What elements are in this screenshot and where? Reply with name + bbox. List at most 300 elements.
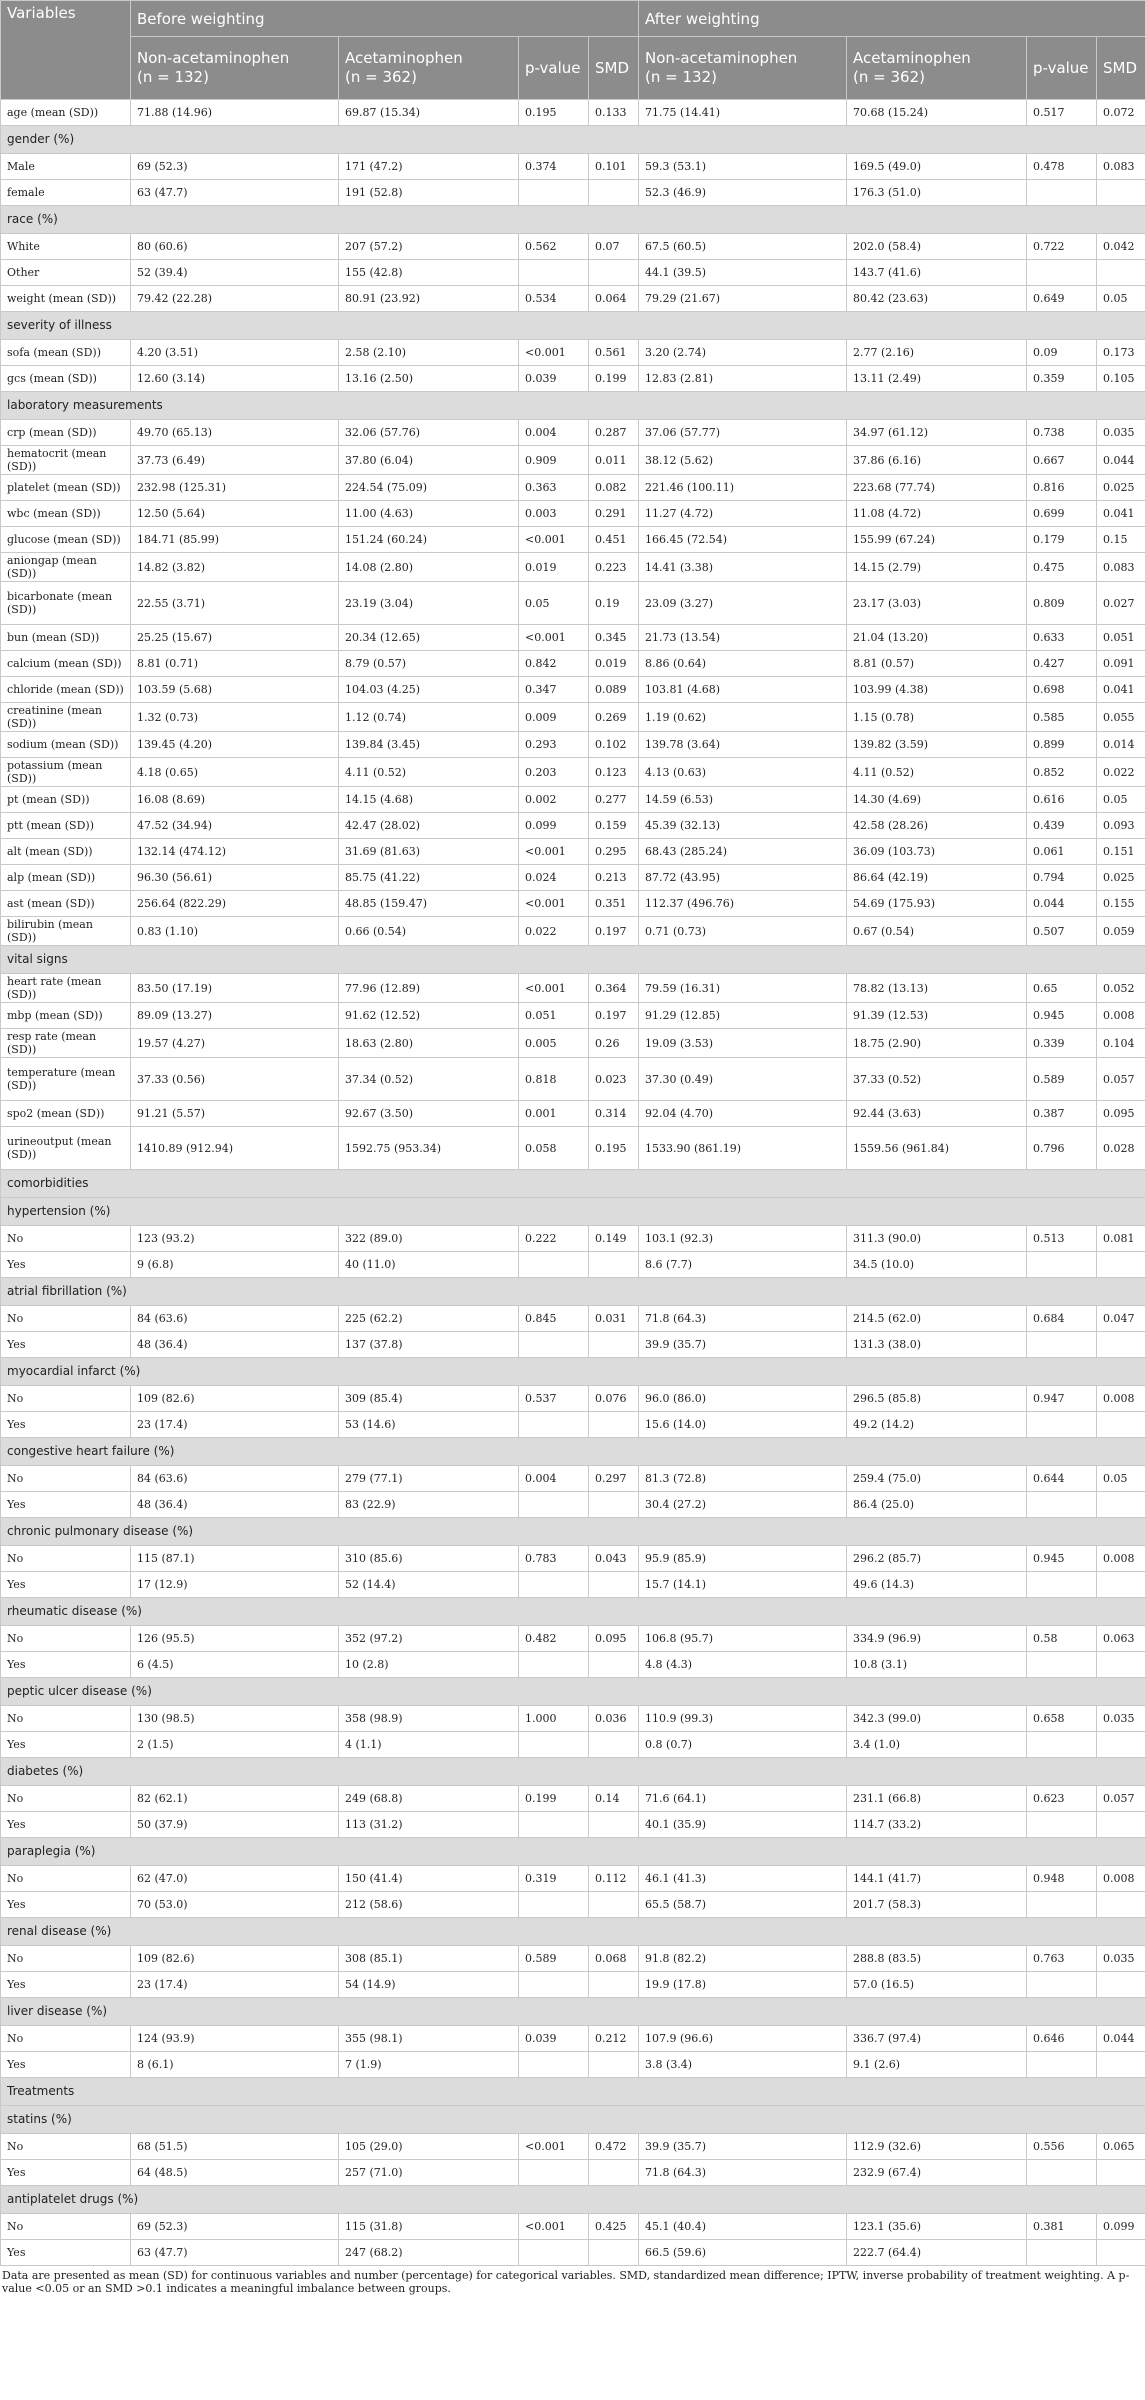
after-non-acetaminophen-cell: 45.39 (32.13) [639,813,847,839]
before-non-acetaminophen-cell: 68 (51.5) [131,2134,339,2160]
after-smd-cell: 0.063 [1097,1626,1145,1652]
table-row [1,582,1145,625]
after-smd-cell [1097,1732,1145,1758]
after-pvalue-cell [1027,1972,1097,1998]
variable-cell: No [1,2214,131,2240]
before-smd-cell: 0.112 [589,1866,639,1892]
table-row [1,1892,1145,1918]
before-smd-cell [589,260,639,286]
section-label: peptic ulcer disease (%) [1,1678,1145,1706]
before-acetaminophen-cell: 10 (2.8) [339,1652,519,1678]
after-non-acetaminophen-cell: 19.9 (17.8) [639,1972,847,1998]
section-header-row [1,1518,1145,1546]
after-pvalue-cell: 0.667 [1027,446,1097,475]
before-smd-cell: 0.351 [589,891,639,917]
before-acetaminophen-cell: 37.80 (6.04) [339,446,519,475]
after-non-acetaminophen-cell: 65.5 (58.7) [639,1892,847,1918]
after-acetaminophen-cell: 86.64 (42.19) [847,865,1027,891]
before-acetaminophen-cell: 31.69 (81.63) [339,839,519,865]
before-pvalue-cell [519,2160,589,2186]
variable-cell: Yes [1,1972,131,1998]
before-smd-cell: 0.159 [589,813,639,839]
after-acetaminophen-cell: 91.39 (12.53) [847,1003,1027,1029]
variable-cell: urineoutput (mean (SD)) [1,1127,131,1170]
before-acetaminophen-cell: 212 (58.6) [339,1892,519,1918]
before-non-acetaminophen-cell: 83.50 (17.19) [131,974,339,1003]
before-non-acetaminophen-cell: 96.30 (56.61) [131,865,339,891]
after-smd-cell [1097,1812,1145,1838]
section-label: antiplatelet drugs (%) [1,2186,1145,2214]
variable-cell: sofa (mean (SD)) [1,340,131,366]
after-smd-cell: 0.025 [1097,865,1145,891]
before-acetaminophen-cell: 1592.75 (953.34) [339,1127,519,1170]
after-acetaminophen-cell: 143.7 (41.6) [847,260,1027,286]
before-acetaminophen-cell: 257 (71.0) [339,2160,519,2186]
section-header-row [1,1838,1145,1866]
after-smd-cell: 0.059 [1097,917,1145,946]
table-row [1,420,1145,446]
after-non-acetaminophen-cell: 46.1 (41.3) [639,1866,847,1892]
after-smd-cell: 0.042 [1097,234,1145,260]
after-non-acetaminophen-cell: 8.6 (7.7) [639,1252,847,1278]
before-acetaminophen-cell: 139.84 (3.45) [339,732,519,758]
header-group-n: (n = 132) [645,68,717,86]
before-acetaminophen-cell: 14.08 (2.80) [339,553,519,582]
after-acetaminophen-cell: 296.5 (85.8) [847,1386,1027,1412]
after-pvalue-cell: 0.899 [1027,732,1097,758]
after-acetaminophen-cell: 36.09 (103.73) [847,839,1027,865]
after-pvalue-cell: 0.616 [1027,787,1097,813]
variable-cell: No [1,1946,131,1972]
after-acetaminophen-cell: 11.08 (4.72) [847,501,1027,527]
before-pvalue-cell [519,1972,589,1998]
table-row [1,1492,1145,1518]
table-row [1,2026,1145,2052]
after-pvalue-cell: 0.179 [1027,527,1097,553]
after-smd-cell [1097,260,1145,286]
variable-cell: alt (mean (SD)) [1,839,131,865]
before-smd-cell: 0.212 [589,2026,639,2052]
before-acetaminophen-cell: 4 (1.1) [339,1732,519,1758]
before-non-acetaminophen-cell: 37.73 (6.49) [131,446,339,475]
section-header-row [1,946,1145,974]
before-pvalue-cell: 0.562 [519,234,589,260]
after-acetaminophen-cell: 342.3 (99.0) [847,1706,1027,1732]
before-non-acetaminophen-cell: 89.09 (13.27) [131,1003,339,1029]
before-pvalue-cell: <0.001 [519,340,589,366]
before-acetaminophen-cell: 355 (98.1) [339,2026,519,2052]
table-row [1,1706,1145,1732]
before-acetaminophen-cell: 191 (52.8) [339,180,519,206]
before-acetaminophen-cell: 14.15 (4.68) [339,787,519,813]
after-smd-cell: 0.008 [1097,1866,1145,1892]
after-acetaminophen-cell: 259.4 (75.0) [847,1466,1027,1492]
after-acetaminophen-cell: 8.81 (0.57) [847,651,1027,677]
after-acetaminophen-cell: 10.8 (3.1) [847,1652,1027,1678]
section-label: liver disease (%) [1,1998,1145,2026]
after-pvalue-cell: 0.061 [1027,839,1097,865]
after-acetaminophen-cell: 34.97 (61.12) [847,420,1027,446]
after-acetaminophen-cell: 23.17 (3.03) [847,582,1027,625]
variable-cell: crp (mean (SD)) [1,420,131,446]
before-acetaminophen-cell: 85.75 (41.22) [339,865,519,891]
table-row [1,366,1145,392]
table-row [1,787,1145,813]
variable-cell: No [1,1786,131,1812]
variable-cell: bicarbonate (mean (SD)) [1,582,131,625]
before-non-acetaminophen-cell: 4.18 (0.65) [131,758,339,787]
after-acetaminophen-cell: 70.68 (15.24) [847,100,1027,126]
section-label: comorbidities [1,1170,1145,1198]
after-pvalue-cell: 0.387 [1027,1101,1097,1127]
before-acetaminophen-cell: 225 (62.2) [339,1306,519,1332]
table-row [1,732,1145,758]
after-smd-cell: 0.035 [1097,1706,1145,1732]
before-non-acetaminophen-cell: 256.64 (822.29) [131,891,339,917]
after-smd-cell: 0.025 [1097,475,1145,501]
before-smd-cell: 0.031 [589,1306,639,1332]
before-pvalue-cell: 0.537 [519,1386,589,1412]
before-pvalue-cell: 0.039 [519,2026,589,2052]
after-pvalue-cell: 0.475 [1027,553,1097,582]
before-acetaminophen-cell: 279 (77.1) [339,1466,519,1492]
after-non-acetaminophen-cell: 19.09 (3.53) [639,1029,847,1058]
before-smd-cell: 0.197 [589,1003,639,1029]
after-non-acetaminophen-cell: 103.1 (92.3) [639,1226,847,1252]
after-smd-cell: 0.022 [1097,758,1145,787]
before-pvalue-cell: 0.482 [519,1626,589,1652]
after-pvalue-cell: 0.65 [1027,974,1097,1003]
before-non-acetaminophen-cell: 12.50 (5.64) [131,501,339,527]
before-non-acetaminophen-cell: 19.57 (4.27) [131,1029,339,1058]
section-label: gender (%) [1,126,1145,154]
after-non-acetaminophen-cell: 91.8 (82.2) [639,1946,847,1972]
after-acetaminophen-cell: 232.9 (67.4) [847,2160,1027,2186]
before-acetaminophen-cell: 42.47 (28.02) [339,813,519,839]
before-acetaminophen-cell: 92.67 (3.50) [339,1101,519,1127]
before-non-acetaminophen-cell: 23 (17.4) [131,1412,339,1438]
after-non-acetaminophen-cell: 23.09 (3.27) [639,582,847,625]
after-non-acetaminophen-cell: 0.71 (0.73) [639,917,847,946]
before-pvalue-cell: <0.001 [519,891,589,917]
table-row [1,100,1145,126]
before-pvalue-cell [519,180,589,206]
before-smd-cell [589,1652,639,1678]
variable-cell: mbp (mean (SD)) [1,1003,131,1029]
after-non-acetaminophen-cell: 67.5 (60.5) [639,234,847,260]
after-acetaminophen-cell: 18.75 (2.90) [847,1029,1027,1058]
before-smd-cell: 0.213 [589,865,639,891]
before-acetaminophen-cell: 310 (85.6) [339,1546,519,1572]
before-pvalue-cell: 0.842 [519,651,589,677]
section-header-row [1,1358,1145,1386]
after-pvalue-cell [1027,2052,1097,2078]
section-label: paraplegia (%) [1,1838,1145,1866]
section-label: race (%) [1,206,1145,234]
after-pvalue-cell: 0.09 [1027,340,1097,366]
section-label: renal disease (%) [1,1918,1145,1946]
before-non-acetaminophen-cell: 23 (17.4) [131,1972,339,1998]
before-non-acetaminophen-cell: 2 (1.5) [131,1732,339,1758]
before-non-acetaminophen-cell: 17 (12.9) [131,1572,339,1598]
after-non-acetaminophen-cell: 52.3 (46.9) [639,180,847,206]
section-label: vital signs [1,946,1145,974]
before-non-acetaminophen-cell: 49.70 (65.13) [131,420,339,446]
after-smd-cell: 0.035 [1097,1946,1145,1972]
after-acetaminophen-cell: 37.86 (6.16) [847,446,1027,475]
after-non-acetaminophen-cell: 79.59 (16.31) [639,974,847,1003]
after-non-acetaminophen-cell: 106.8 (95.7) [639,1626,847,1652]
header-group-name: Acetaminophen [345,49,463,67]
before-non-acetaminophen-cell: 1.32 (0.73) [131,703,339,732]
table-row [1,891,1145,917]
before-non-acetaminophen-cell: 115 (87.1) [131,1546,339,1572]
header-row-columns [1,37,1145,100]
after-smd-cell: 0.008 [1097,1546,1145,1572]
after-acetaminophen-cell: 13.11 (2.49) [847,366,1027,392]
variable-cell: No [1,2134,131,2160]
before-non-acetaminophen-cell: 12.60 (3.14) [131,366,339,392]
after-acetaminophen-cell: 169.5 (49.0) [847,154,1027,180]
before-smd-cell: 0.019 [589,651,639,677]
section-header-row [1,126,1145,154]
before-non-acetaminophen-cell: 50 (37.9) [131,1812,339,1838]
before-non-acetaminophen-cell: 64 (48.5) [131,2160,339,2186]
before-pvalue-cell: 0.005 [519,1029,589,1058]
before-acetaminophen-cell: 53 (14.6) [339,1412,519,1438]
after-acetaminophen-cell: 223.68 (77.74) [847,475,1027,501]
after-smd-cell: 0.051 [1097,625,1145,651]
before-non-acetaminophen-cell: 126 (95.5) [131,1626,339,1652]
after-non-acetaminophen-cell: 103.81 (4.68) [639,677,847,703]
section-label: atrial fibrillation (%) [1,1278,1145,1306]
after-pvalue-cell: 0.738 [1027,420,1097,446]
after-smd-cell: 0.041 [1097,501,1145,527]
variable-cell: Yes [1,1252,131,1278]
variable-cell: No [1,1546,131,1572]
before-non-acetaminophen-cell: 109 (82.6) [131,1946,339,1972]
before-non-acetaminophen-cell: 0.83 (1.10) [131,917,339,946]
table-row [1,1058,1145,1101]
table-row [1,677,1145,703]
after-non-acetaminophen-cell: 95.9 (85.9) [639,1546,847,1572]
after-pvalue-cell: 0.945 [1027,1546,1097,1572]
after-non-acetaminophen-cell: 91.29 (12.85) [639,1003,847,1029]
before-pvalue-cell [519,2240,589,2266]
before-pvalue-cell [519,1572,589,1598]
before-pvalue-cell: 0.909 [519,446,589,475]
variable-cell: hematocrit (mean (SD)) [1,446,131,475]
after-non-acetaminophen-cell: 139.78 (3.64) [639,732,847,758]
after-pvalue-cell [1027,1572,1097,1598]
variable-cell: chloride (mean (SD)) [1,677,131,703]
before-pvalue-cell: 0.003 [519,501,589,527]
after-smd-cell: 0.099 [1097,2214,1145,2240]
before-pvalue-cell: 0.222 [519,1226,589,1252]
after-smd-cell: 0.057 [1097,1786,1145,1812]
after-pvalue-cell: 0.796 [1027,1127,1097,1170]
table-row [1,703,1145,732]
header-group-name: Non-acetaminophen [645,49,798,67]
table-row [1,2134,1145,2160]
after-pvalue-cell: 0.513 [1027,1226,1097,1252]
table-body [1,100,1145,2266]
before-acetaminophen-cell: 104.03 (4.25) [339,677,519,703]
variable-cell: resp rate (mean (SD)) [1,1029,131,1058]
after-non-acetaminophen-cell: 21.73 (13.54) [639,625,847,651]
table-row [1,1029,1145,1058]
section-label: chronic pulmonary disease (%) [1,1518,1145,1546]
after-pvalue-cell: 0.644 [1027,1466,1097,1492]
after-pvalue-cell: 0.763 [1027,1946,1097,1972]
before-non-acetaminophen-cell: 48 (36.4) [131,1332,339,1358]
before-smd-cell [589,1492,639,1518]
after-pvalue-cell [1027,180,1097,206]
table-row [1,917,1145,946]
before-non-acetaminophen-cell: 70 (53.0) [131,1892,339,1918]
section-header-row [1,2186,1145,2214]
variable-cell: Yes [1,2240,131,2266]
before-smd-cell: 0.14 [589,1786,639,1812]
variable-cell: heart rate (mean (SD)) [1,974,131,1003]
table-row [1,1466,1145,1492]
before-acetaminophen-cell: 358 (98.9) [339,1706,519,1732]
after-acetaminophen-cell: 2.77 (2.16) [847,340,1027,366]
variable-cell: Yes [1,1332,131,1358]
before-acetaminophen-cell: 91.62 (12.52) [339,1003,519,1029]
after-acetaminophen-cell: 4.11 (0.52) [847,758,1027,787]
before-non-acetaminophen-cell: 132.14 (474.12) [131,839,339,865]
variable-cell: ptt (mean (SD)) [1,813,131,839]
before-pvalue-cell [519,1252,589,1278]
variable-cell: spo2 (mean (SD)) [1,1101,131,1127]
before-pvalue-cell: 0.363 [519,475,589,501]
before-non-acetaminophen-cell: 1410.89 (912.94) [131,1127,339,1170]
table-row [1,1252,1145,1278]
after-smd-cell: 0.047 [1097,1306,1145,1332]
before-pvalue-cell: <0.001 [519,839,589,865]
header-before-pvalue: p-value [519,37,589,100]
after-acetaminophen-cell: 3.4 (1.0) [847,1732,1027,1758]
before-non-acetaminophen-cell: 9 (6.8) [131,1252,339,1278]
before-acetaminophen-cell: 54 (14.9) [339,1972,519,1998]
before-non-acetaminophen-cell: 84 (63.6) [131,1466,339,1492]
table-row [1,1226,1145,1252]
before-pvalue-cell [519,1892,589,1918]
after-acetaminophen-cell: 155.99 (67.24) [847,527,1027,553]
variable-cell: weight (mean (SD)) [1,286,131,312]
table-row [1,1412,1145,1438]
after-acetaminophen-cell: 34.5 (10.0) [847,1252,1027,1278]
section-header-row [1,1918,1145,1946]
variable-cell: alp (mean (SD)) [1,865,131,891]
variable-cell: No [1,1386,131,1412]
before-smd-cell [589,1252,639,1278]
after-non-acetaminophen-cell: 68.43 (285.24) [639,839,847,865]
before-acetaminophen-cell: 247 (68.2) [339,2240,519,2266]
variable-cell: bilirubin (mean (SD)) [1,917,131,946]
before-smd-cell: 0.082 [589,475,639,501]
before-smd-cell: 0.089 [589,677,639,703]
after-non-acetaminophen-cell: 8.86 (0.64) [639,651,847,677]
variable-cell: No [1,1626,131,1652]
after-smd-cell: 0.057 [1097,1058,1145,1101]
after-smd-cell: 0.105 [1097,366,1145,392]
before-smd-cell [589,2052,639,2078]
section-header-row [1,1170,1145,1198]
table-header [1,1,1145,100]
after-non-acetaminophen-cell: 37.30 (0.49) [639,1058,847,1101]
after-smd-cell: 0.014 [1097,732,1145,758]
before-acetaminophen-cell: 32.06 (57.76) [339,420,519,446]
before-pvalue-cell [519,1732,589,1758]
before-non-acetaminophen-cell: 109 (82.6) [131,1386,339,1412]
after-pvalue-cell: 0.649 [1027,286,1097,312]
table-row [1,813,1145,839]
before-smd-cell: 0.277 [589,787,639,813]
before-acetaminophen-cell: 352 (97.2) [339,1626,519,1652]
table-footnote: Data are presented as mean (SD) for continuous variables and number (percentage) for categorical variables. SMD, standardized mean difference; IPTW, inverse probability of treatment weighting. A p-value <0.05 or an SMD >0.1 indicates a meaningful imbalance between groups. [2,2269,1130,2295]
before-smd-cell: 0.197 [589,917,639,946]
after-smd-cell: 0.008 [1097,1003,1145,1029]
variable-cell: Yes [1,1812,131,1838]
section-label: laboratory measurements [1,392,1145,420]
after-pvalue-cell: 0.359 [1027,366,1097,392]
table-row [1,1101,1145,1127]
before-smd-cell: 0.199 [589,366,639,392]
before-pvalue-cell: 0.022 [519,917,589,946]
after-smd-cell [1097,1892,1145,1918]
section-header-row [1,1198,1145,1226]
variable-cell: White [1,234,131,260]
header-before-acetaminophen [339,37,519,100]
header-group-n: (n = 362) [853,68,925,86]
before-acetaminophen-cell: 1.12 (0.74) [339,703,519,732]
after-acetaminophen-cell: 14.15 (2.79) [847,553,1027,582]
before-smd-cell: 0.451 [589,527,639,553]
after-smd-cell: 0.095 [1097,1101,1145,1127]
after-non-acetaminophen-cell: 110.9 (99.3) [639,1706,847,1732]
before-smd-cell: 0.195 [589,1127,639,1170]
variable-cell: Yes [1,1412,131,1438]
before-acetaminophen-cell: 69.87 (15.34) [339,100,519,126]
after-acetaminophen-cell: 144.1 (41.7) [847,1866,1027,1892]
before-non-acetaminophen-cell: 84 (63.6) [131,1306,339,1332]
before-smd-cell: 0.345 [589,625,639,651]
before-non-acetaminophen-cell: 139.45 (4.20) [131,732,339,758]
after-acetaminophen-cell: 114.7 (33.2) [847,1812,1027,1838]
after-pvalue-cell: 0.58 [1027,1626,1097,1652]
table-row [1,2052,1145,2078]
after-non-acetaminophen-cell: 45.1 (40.4) [639,2214,847,2240]
before-acetaminophen-cell: 37.34 (0.52) [339,1058,519,1101]
variable-cell: No [1,1706,131,1732]
before-smd-cell: 0.133 [589,100,639,126]
section-header-row [1,1278,1145,1306]
after-pvalue-cell: 0.381 [1027,2214,1097,2240]
after-acetaminophen-cell: 14.30 (4.69) [847,787,1027,813]
before-smd-cell [589,180,639,206]
after-non-acetaminophen-cell: 44.1 (39.5) [639,260,847,286]
before-acetaminophen-cell: 113 (31.2) [339,1812,519,1838]
variable-cell: bun (mean (SD)) [1,625,131,651]
before-acetaminophen-cell: 18.63 (2.80) [339,1029,519,1058]
before-acetaminophen-cell: 83 (22.9) [339,1492,519,1518]
before-pvalue-cell: 0.024 [519,865,589,891]
before-acetaminophen-cell: 308 (85.1) [339,1946,519,1972]
after-non-acetaminophen-cell: 39.9 (35.7) [639,2134,847,2160]
variable-cell: temperature (mean (SD)) [1,1058,131,1101]
